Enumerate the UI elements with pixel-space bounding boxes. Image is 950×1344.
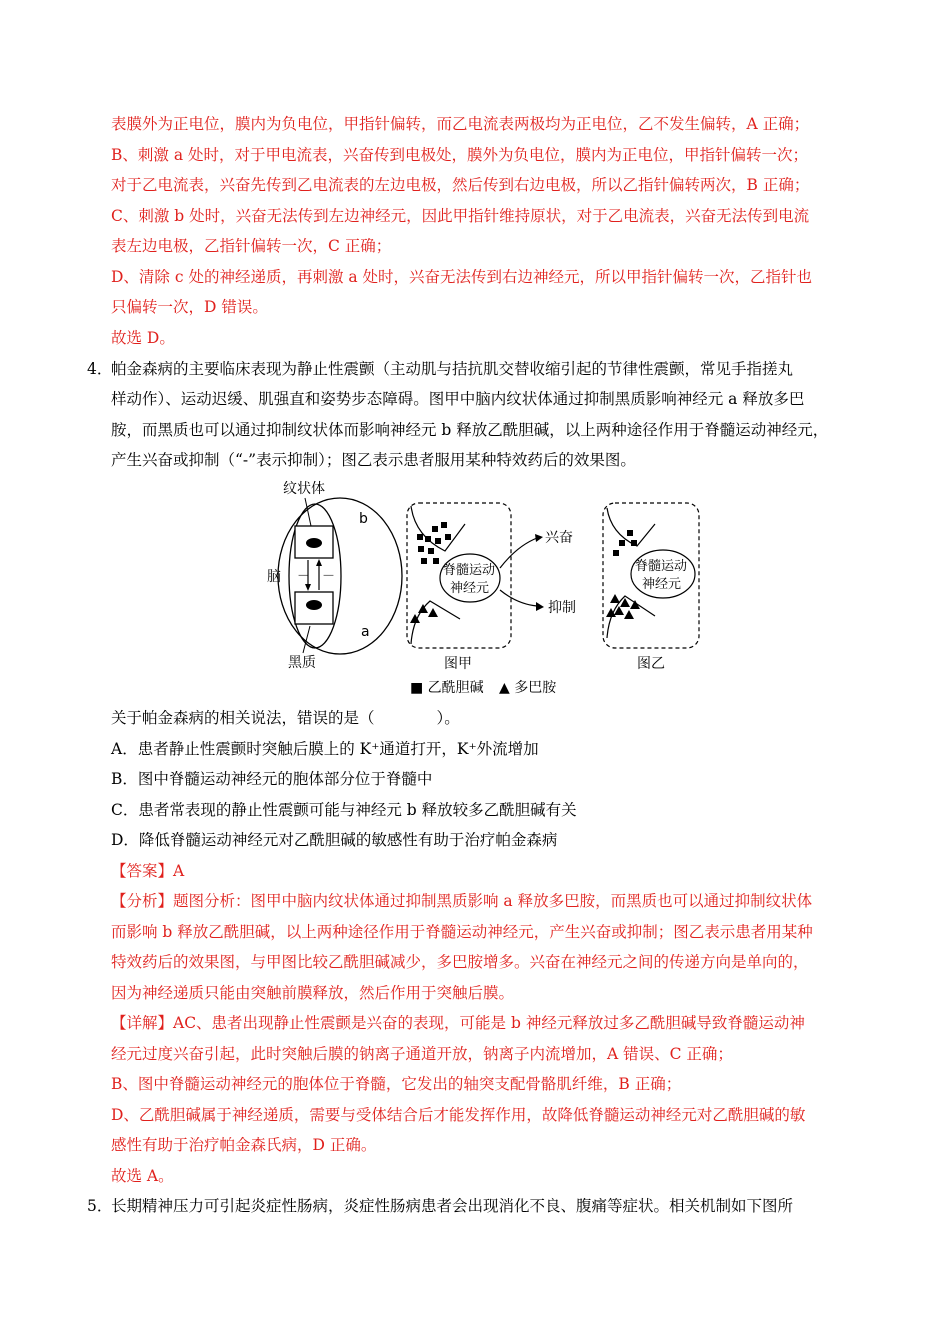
option-c: C．患者常表现的静止性震颤可能与神经元 b 释放较多乙酰胆碱有关	[111, 801, 577, 819]
answer-line: 【答案】A	[111, 862, 185, 880]
neuron-label-line1: 脊髓运动	[443, 563, 496, 578]
prev-answer-line: B、刺激 a 处时，对于甲电流表，兴奋传到电极处，膜外为负电位，膜内为正电位，甲指针偏转一次；	[111, 146, 808, 164]
question-number: 4．	[87, 360, 113, 378]
minus-sign: －	[297, 569, 311, 584]
analysis-line: 【分析】题图分析：图甲中脑内纹状体通过抑制黑质影响 a 释放多巴胺，而黑质也可以通过抑制纹状体	[111, 892, 813, 910]
prev-answer-conclusion: 故选 D。	[111, 329, 175, 347]
question-stem-line: 帕金森病的主要临床表现为静止性震颤（主动肌与拮抗肌交替收缩引起的节律性震颤，常见手指搓丸	[111, 360, 794, 378]
leader-line	[305, 498, 311, 526]
analysis-line: 而影响 b 释放乙酰胆碱，以上两种途径作用于脊髓运动神经元，产生兴奋或抑制；图乙表示患者用某种	[111, 923, 813, 941]
prev-answer-line: 表膜外为正电位，膜内为负电位，甲指针偏转，而乙电流表两极均为正电位，乙不发生偏转，A 正确；	[111, 115, 810, 133]
question-stem-line: 长期精神压力可引起炎症性肠病，炎症性肠病患者会出现消化不良、腹痛等症状。相关机制如下图所	[111, 1197, 794, 1215]
arrow-head	[316, 559, 322, 566]
figure-a-caption: 图甲	[444, 656, 472, 672]
legend-acetylcholine: ■ 乙酰胆碱	[410, 680, 484, 696]
figure-b-caption: 图乙	[637, 656, 665, 672]
question-stem-line: 胺，而黑质也可以通过抑制纹状体而影响神经元 b 释放乙酰胆碱，以上两种途径作用于脊髓运动神经元，	[111, 421, 829, 439]
arrow-head	[305, 584, 311, 591]
detail-line: D、乙酰胆碱属于神经递质，需要与受体结合后才能发挥作用，故降低脊髓运动神经元对乙酰胆碱的敏	[111, 1106, 806, 1124]
detail-line: B、图中脊髓运动神经元的胞体位于脊髓，它发出的轴突支配骨骼肌纤维，B 正确；	[111, 1075, 682, 1093]
analysis-line: 特效药后的效果图，与甲图比较乙酰胆碱减少，多巴胺增多。兴奋在神经元之间的传递方向是单向的，	[111, 953, 809, 971]
minus-sign: －	[322, 569, 336, 584]
dopamine-vesicles	[410, 604, 438, 623]
prev-answer-line: 只偏转一次，D 错误。	[111, 298, 268, 316]
inhibit-arrow	[500, 590, 537, 606]
question-number: 5．	[87, 1197, 113, 1215]
acetylcholine-vesicles	[417, 522, 451, 564]
neuron-b-label: b	[359, 511, 368, 527]
brain-label: 脑	[267, 569, 281, 585]
option-d: D．降低脊髓运动神经元对乙酰胆碱的敏感性有助于治疗帕金森病	[111, 831, 558, 849]
prev-answer-line: D、清除 c 处的神经递质，再刺激 a 处时，兴奋无法传到右边神经元，所以甲指针偏转一次，乙指针也	[111, 268, 813, 286]
substantia-nucleus	[306, 600, 322, 610]
prev-answer-line: 表左边电极，乙指针偏转一次，C 正确；	[111, 237, 392, 255]
detail-line: 经元过度兴奋引起，此时突触后膜的钠离子通道开放，钠离子内流增加，A 错误、C 正确；	[111, 1045, 733, 1063]
prev-answer-line: C、刺激 b 处时，兴奋无法传到左边神经元，因此甲指针维持原状，对于乙电流表，兴奋无法传到电流	[111, 207, 810, 225]
striatum-nucleus	[306, 538, 322, 548]
neural-pathway-figure	[255, 476, 715, 698]
excite-arrow	[500, 538, 537, 568]
prev-answer-line: 对于乙电流表，兴奋先传到乙电流表的左边电极，然后传到右边电极，所以乙指针偏转两次，B 正确；	[111, 176, 810, 194]
option-b: B．图中脊髓运动神经元的胞体部分位于脊髓中	[111, 770, 433, 788]
substantia-label: 黑质	[288, 655, 316, 671]
detail-line: 感性有助于治疗帕金森氏病，D 正确。	[111, 1136, 377, 1154]
analysis-line: 因为神经递质只能由突触前膜释放，然后作用于突触后膜。	[111, 984, 515, 1002]
neuron-label-line2: 神经元	[642, 577, 682, 592]
striatum-label: 纹状体	[283, 481, 325, 497]
question-stem-line: 样动作）、运动迟缓、肌强直和姿势步态障碍。图甲中脑内纹状体通过抑制黑质影响神经元 a 释放多巴	[111, 390, 805, 408]
option-a: A．患者静止性震颤时突触后膜上的 K⁺通道打开，K⁺外流增加	[111, 740, 539, 758]
arrow-head	[535, 534, 543, 542]
answer-conclusion: 故选 A。	[111, 1167, 174, 1185]
legend-dopamine: ▲ 多巴胺	[499, 680, 557, 696]
neuron-label-line1: 脊髓运动	[635, 559, 688, 574]
excite-label: 兴奋	[545, 530, 573, 546]
inhibit-label: 抑制	[548, 600, 576, 616]
question-prompt: 关于帕金森病的相关说法，错误的是（ ）。	[111, 709, 460, 727]
detail-line: 【详解】AC、患者出现静止性震颤是兴奋的表现，可能是 b 神经元释放过多乙酰胆碱导致脊髓运动神	[111, 1014, 805, 1032]
neuron-label-line2: 神经元	[450, 581, 490, 596]
arrow-head	[536, 602, 544, 611]
question-stem-line: 产生兴奋或抑制（“-”表示抑制）；图乙表示患者服用某种特效药后的效果图。	[111, 451, 636, 469]
neuron-a-label: a	[361, 624, 370, 640]
acetylcholine-vesicles	[613, 530, 637, 556]
